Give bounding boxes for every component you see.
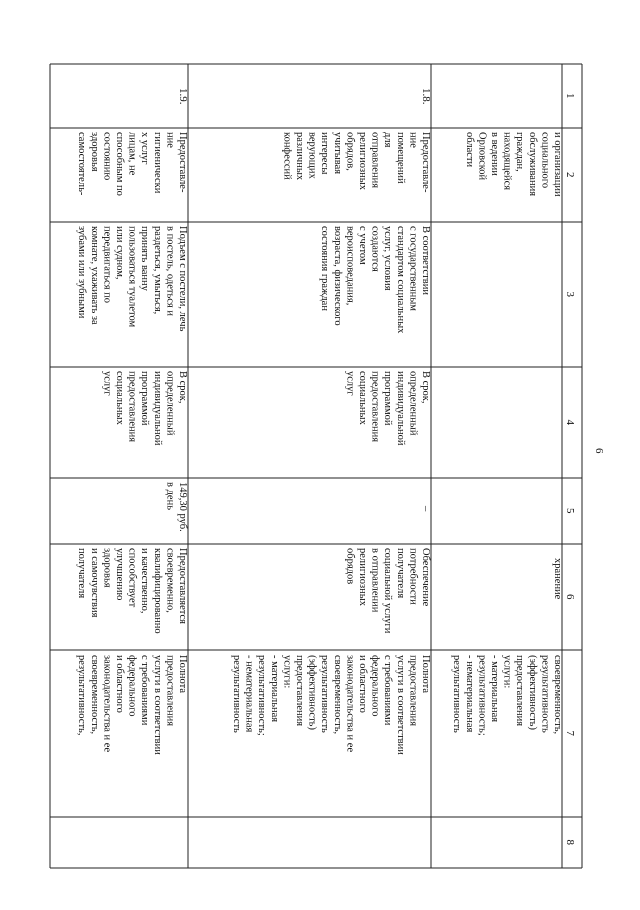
- service-quality-line: и самочувствия: [88, 548, 100, 618]
- cont-col2-line: социального: [539, 132, 551, 189]
- service-term-line: услуг: [101, 371, 113, 396]
- service-evaluation-line: результативность: [231, 655, 242, 733]
- service-quality-line: обрядов: [344, 548, 356, 585]
- service-evaluation-line: (эффективность): [306, 655, 318, 730]
- service-term-line: определенный: [407, 371, 419, 436]
- service-term-line: социальных: [114, 371, 125, 425]
- header-number: 8: [564, 839, 576, 845]
- service-name-line: состоянию: [101, 132, 113, 181]
- service-name-line: помещений: [394, 132, 406, 184]
- service-description-line: комнате, ухаживать за: [88, 226, 100, 325]
- service-evaluation-line: - нематериальная: [243, 655, 255, 733]
- cont-col6-line: хранение: [552, 558, 563, 600]
- service-evaluation-line: предоставления: [164, 655, 176, 727]
- service-evaluation-line: Полнота: [420, 655, 431, 694]
- service-evaluation-line: результативность;: [256, 655, 268, 736]
- service-description-line: услуг, условия: [382, 226, 394, 291]
- service-description-line: пользоваться туалетом: [126, 226, 138, 328]
- service-quality-line: Обеспечение: [420, 548, 431, 607]
- header-number: 4: [564, 419, 576, 425]
- service-description-line: зубами или зубными: [76, 226, 88, 319]
- service-term-line: индивидуальной: [394, 371, 406, 446]
- service-evaluation-line: услуги в соответствии: [394, 655, 406, 755]
- service-evaluation-line: законодательства и ее: [344, 655, 356, 753]
- service-name-line: ние: [407, 132, 419, 148]
- service-quality-line: социальной услуги: [382, 548, 394, 634]
- service-evaluation-line: с требованиями: [139, 655, 151, 726]
- cont-col2-line: и организации: [552, 132, 563, 197]
- service-description-line: состояния граждан: [319, 226, 331, 311]
- service-name-line: здоровья: [88, 132, 100, 172]
- cont-col2-line: граждан,: [514, 132, 526, 172]
- header-number: 3: [564, 291, 576, 297]
- service-evaluation-line: и областного: [114, 655, 125, 713]
- service-evaluation-line: услуги:: [281, 655, 293, 689]
- service-description-line: принять ванну: [139, 226, 151, 291]
- service-quality-line: Предоставляется: [177, 548, 188, 625]
- service-description-line: с учетом: [357, 226, 368, 265]
- service-evaluation-line: своевременность,: [88, 655, 100, 735]
- service-description-line: В соответствии: [420, 226, 431, 295]
- service-name-line: верующих: [306, 132, 318, 179]
- service-name-line: учитывая: [331, 132, 343, 175]
- service-evaluation-line: законодательства и ее: [101, 655, 113, 753]
- service-quality-line: своевременно,: [164, 548, 176, 613]
- service-quality-line: квалифицированно: [151, 548, 163, 634]
- service-tariff-line: –: [420, 506, 431, 512]
- service-name-line: для: [382, 132, 394, 148]
- service-evaluation-line: и областного: [357, 655, 368, 713]
- table-text: [76, 88, 576, 846]
- service-term-line: предоставления: [126, 371, 138, 443]
- service-term-line: В срок,: [177, 371, 188, 404]
- service-description-line: в постель, одеться и: [164, 226, 176, 316]
- header-number: 5: [564, 508, 576, 514]
- service-term-line: программой: [139, 371, 151, 426]
- service-quality-line: получателя: [76, 548, 88, 599]
- service-tariff-line: 149,30 руб.: [177, 482, 188, 532]
- header-number: 7: [564, 730, 576, 736]
- cont-col7-line: (эффективность): [526, 655, 538, 730]
- page-number: 6: [593, 448, 605, 454]
- service-term-line: программой: [382, 371, 394, 426]
- service-name-line: х услуг: [139, 132, 151, 165]
- service-name-line: самостоятель-: [76, 132, 88, 196]
- service-quality-line: и качественно,: [139, 548, 151, 614]
- service-evaluation-line: с требованиями: [382, 655, 394, 726]
- service-quality-line: способствует: [126, 548, 138, 608]
- row-number: 1.9.: [177, 88, 189, 105]
- service-evaluation-line: федерального: [126, 655, 138, 717]
- cont-col2-line: обслуживания: [526, 132, 538, 197]
- service-name-line: обрядов,: [344, 132, 356, 171]
- service-name-line: интересы: [319, 132, 331, 175]
- service-name-line: религиозных: [357, 132, 368, 191]
- service-term-line: предоставления: [369, 371, 381, 443]
- service-evaluation-line: своевременность,: [331, 655, 343, 735]
- service-term-line: определенный: [164, 371, 176, 436]
- service-quality-line: здоровья: [101, 548, 113, 588]
- cont-col7-line: - нематериальная: [463, 655, 475, 733]
- service-name-line: Предоставле-: [177, 132, 188, 193]
- service-description-line: или судном,: [114, 226, 125, 280]
- service-description-line: вероисповедания,: [344, 226, 356, 306]
- service-name-line: способным по: [114, 132, 125, 196]
- cont-col7-line: своевременность,: [552, 655, 563, 735]
- service-evaluation-line: результативность: [319, 655, 331, 733]
- service-tariff-line: в день: [164, 482, 176, 510]
- cont-col2-line: в ведении: [489, 132, 500, 176]
- service-name-line: Предоставле-: [420, 132, 431, 193]
- service-description-line: стандартом социальных: [394, 226, 406, 334]
- cont-col7-line: - материальная: [489, 655, 500, 723]
- cont-col2-line: области: [463, 132, 475, 168]
- service-evaluation-line: услуги в соответствии: [151, 655, 163, 755]
- service-description-line: передвигаться по: [101, 226, 113, 304]
- service-term-line: индивидуальной: [151, 371, 163, 446]
- service-evaluation-line: федерального: [369, 655, 381, 717]
- service-description-line: раздеться, умыться,: [151, 226, 163, 315]
- row-number: 1.8.: [420, 88, 432, 105]
- service-description-line: возраста, физического: [331, 226, 343, 326]
- service-term-line: социальных: [357, 371, 368, 425]
- service-term-line: В срок,: [420, 371, 431, 404]
- service-evaluation-line: предоставления: [407, 655, 419, 727]
- header-number: 2: [564, 172, 576, 178]
- cont-col7-line: результативность: [451, 655, 463, 733]
- service-quality-line: потребности: [407, 548, 419, 605]
- service-description-line: Подъем с постели, лечь: [177, 226, 188, 332]
- service-quality-line: получателя: [394, 548, 406, 599]
- service-term-line: услуг: [344, 371, 356, 396]
- service-quality-line: религиозных: [357, 548, 368, 607]
- service-name-line: ние: [164, 132, 176, 148]
- service-quality-line: улучшению: [114, 548, 125, 601]
- service-description-line: с государственным: [407, 226, 419, 311]
- service-name-line: отправления: [369, 132, 381, 189]
- service-name-line: различных: [294, 132, 305, 181]
- service-description-line: создаются: [369, 226, 381, 272]
- service-name-line: гигиенически: [151, 132, 163, 194]
- cont-col2-line: Орловской: [476, 132, 488, 181]
- header-number: 1: [564, 93, 576, 99]
- cont-col2-line: находящейся: [501, 132, 513, 191]
- cont-col7-line: результативность: [539, 655, 551, 733]
- service-evaluation-line: - материальная: [268, 655, 280, 723]
- service-evaluation-line: Полнота: [177, 655, 188, 694]
- service-name-line: лицам, не: [126, 132, 138, 176]
- cont-col7-line: результативность;: [476, 655, 488, 736]
- service-evaluation-line: предоставления: [294, 655, 305, 727]
- cont-col7-line: услуги:: [501, 655, 513, 689]
- header-number: 6: [564, 594, 576, 600]
- service-evaluation-line: результативность,: [76, 655, 88, 736]
- cont-col7-line: предоставления: [514, 655, 526, 727]
- service-quality-line: в отправлении: [369, 548, 381, 613]
- service-name-line: конфессий: [281, 132, 293, 180]
